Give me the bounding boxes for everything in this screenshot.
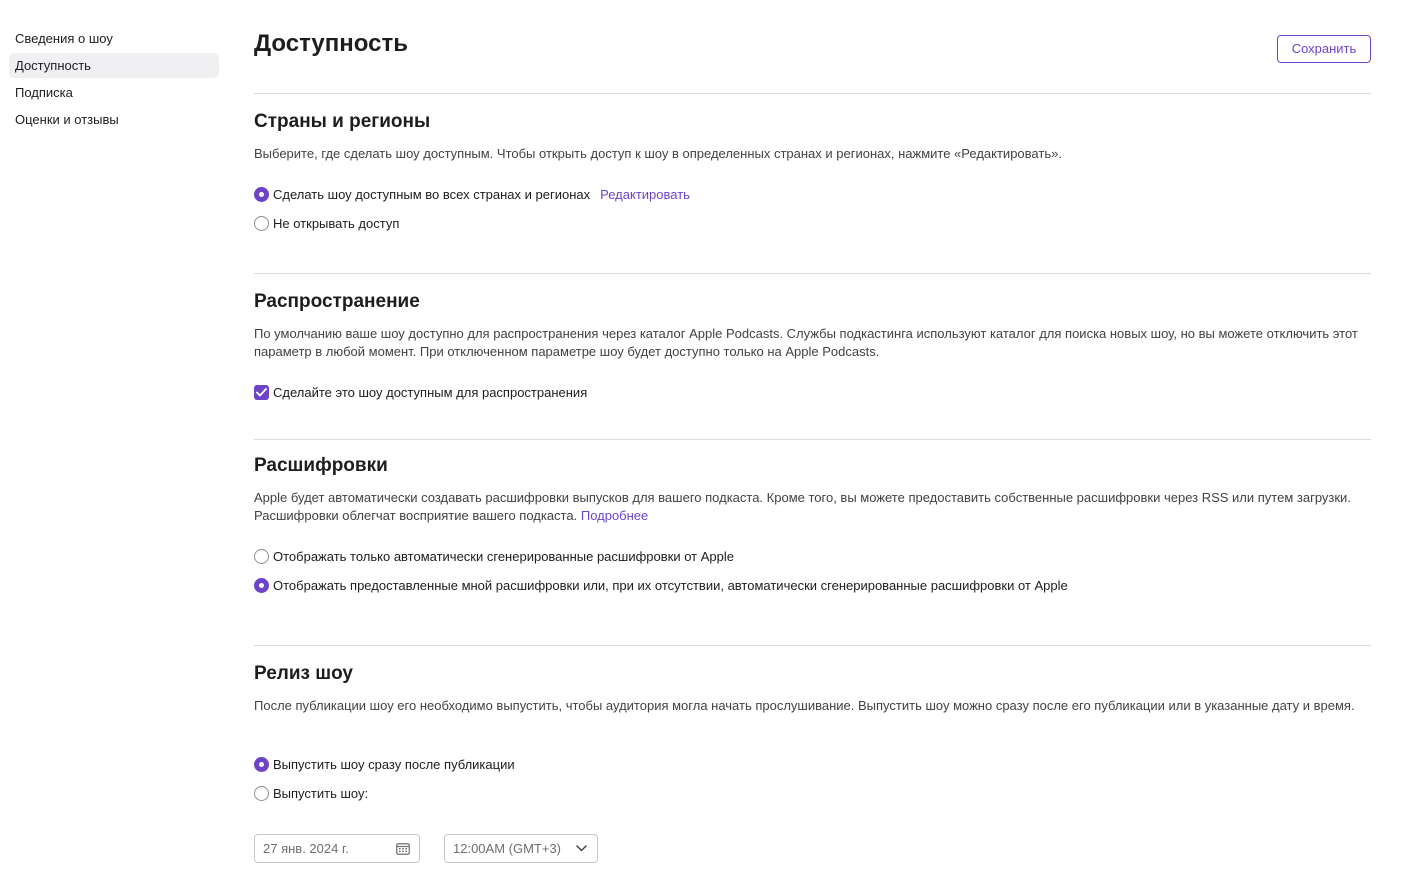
radio-unselected-icon[interactable] — [254, 216, 269, 231]
radio-unselected-icon[interactable] — [254, 549, 269, 564]
transcripts-description-text: Apple будет автоматически создавать расшифровки выпусков для вашего подкаста. Кроме того, вы можете предоставить собственные расшифровки через RSS или путем загрузки. Расшифровки облегчат восприятие вашего подкаста. — [254, 490, 1351, 523]
countries-section-title: Страны и регионы — [254, 111, 431, 132]
transcripts-description — [254, 489, 1364, 525]
checkbox-checked-icon[interactable] — [254, 385, 269, 400]
countries-description: Выберите, где сделать шоу доступным. Чтобы открыть доступ к шоу в определенных странах и регионах, нажмите «Редактировать». — [254, 146, 1062, 161]
divider — [254, 645, 1371, 646]
release-option-now-label: Выпустить шоу сразу после публикации — [273, 756, 515, 772]
countries-option-all[interactable] — [254, 185, 690, 203]
transcripts-section-title: Расшифровки — [254, 455, 388, 476]
countries-option-none-label: Не открывать доступ — [273, 215, 400, 231]
divider — [254, 93, 1371, 94]
chevron-down-icon — [576, 845, 587, 852]
calendar-icon[interactable] — [396, 842, 410, 855]
release-date-value: 27 янв. 2024 г. — [263, 841, 349, 856]
sidebar-item-ratings-reviews[interactable]: Оценки и отзывы — [15, 112, 119, 127]
distribution-checkbox-row[interactable] — [254, 383, 587, 401]
distribution-section-title: Распространение — [254, 291, 420, 312]
sidebar-item-show-info[interactable]: Сведения о шоу — [15, 31, 113, 46]
save-button[interactable]: Сохранить — [1277, 35, 1371, 63]
radio-unselected-icon[interactable] — [254, 786, 269, 801]
divider — [254, 439, 1371, 440]
edit-link[interactable]: Редактировать — [600, 186, 690, 202]
release-section-title: Релиз шоу — [254, 663, 353, 684]
page-title: Доступность — [254, 30, 408, 57]
release-description: После публикации шоу его необходимо выпустить, чтобы аудитория могла начать прослушивание. Выпустить шоу можно сразу после его публикации или в указанные дату и время. — [254, 698, 1355, 713]
transcripts-option-provided[interactable] — [254, 576, 1068, 594]
countries-option-none[interactable] — [254, 214, 399, 232]
sidebar-item-subscription[interactable]: Подписка — [15, 85, 73, 100]
release-option-scheduled-label: Выпустить шоу: — [273, 785, 369, 801]
release-option-scheduled[interactable] — [254, 784, 368, 802]
divider — [254, 273, 1371, 274]
sidebar — [9, 26, 219, 134]
transcripts-option-auto[interactable] — [254, 547, 734, 565]
radio-selected-icon[interactable] — [254, 187, 269, 202]
release-date-input[interactable] — [254, 834, 420, 863]
distribution-checkbox-label: Сделайте это шоу доступным для распространения — [273, 384, 588, 400]
radio-selected-icon[interactable] — [254, 578, 269, 593]
transcripts-option-provided-label: Отображать предоставленные мной расшифровки или, при их отсутствии, автоматически сгенерированные расшифровки от Apple — [273, 577, 1068, 593]
release-time-value: 12:00AM (GMT+3) — [453, 841, 562, 856]
sidebar-item-availability[interactable]: Доступность — [9, 53, 219, 78]
radio-selected-icon[interactable] — [254, 757, 269, 772]
countries-option-all-label: Сделать шоу доступным во всех странах и регионах — [273, 186, 591, 202]
release-option-now[interactable] — [254, 755, 515, 773]
release-time-select[interactable] — [444, 834, 598, 863]
distribution-description: По умолчанию ваше шоу доступно для распространения через каталог Apple Podcasts. Службы подкастинга используют каталог для поиска новых шоу, но вы можете отключить этот параметр в любой момент. При отключенном параметре шоу будет доступно только на Apple Podcasts. — [254, 326, 1358, 359]
checkmark-icon — [256, 388, 267, 397]
learn-more-link[interactable]: Подробнее — [580, 508, 649, 523]
transcripts-option-auto-label: Отображать только автоматически сгенерированные расшифровки от Apple — [273, 548, 734, 564]
